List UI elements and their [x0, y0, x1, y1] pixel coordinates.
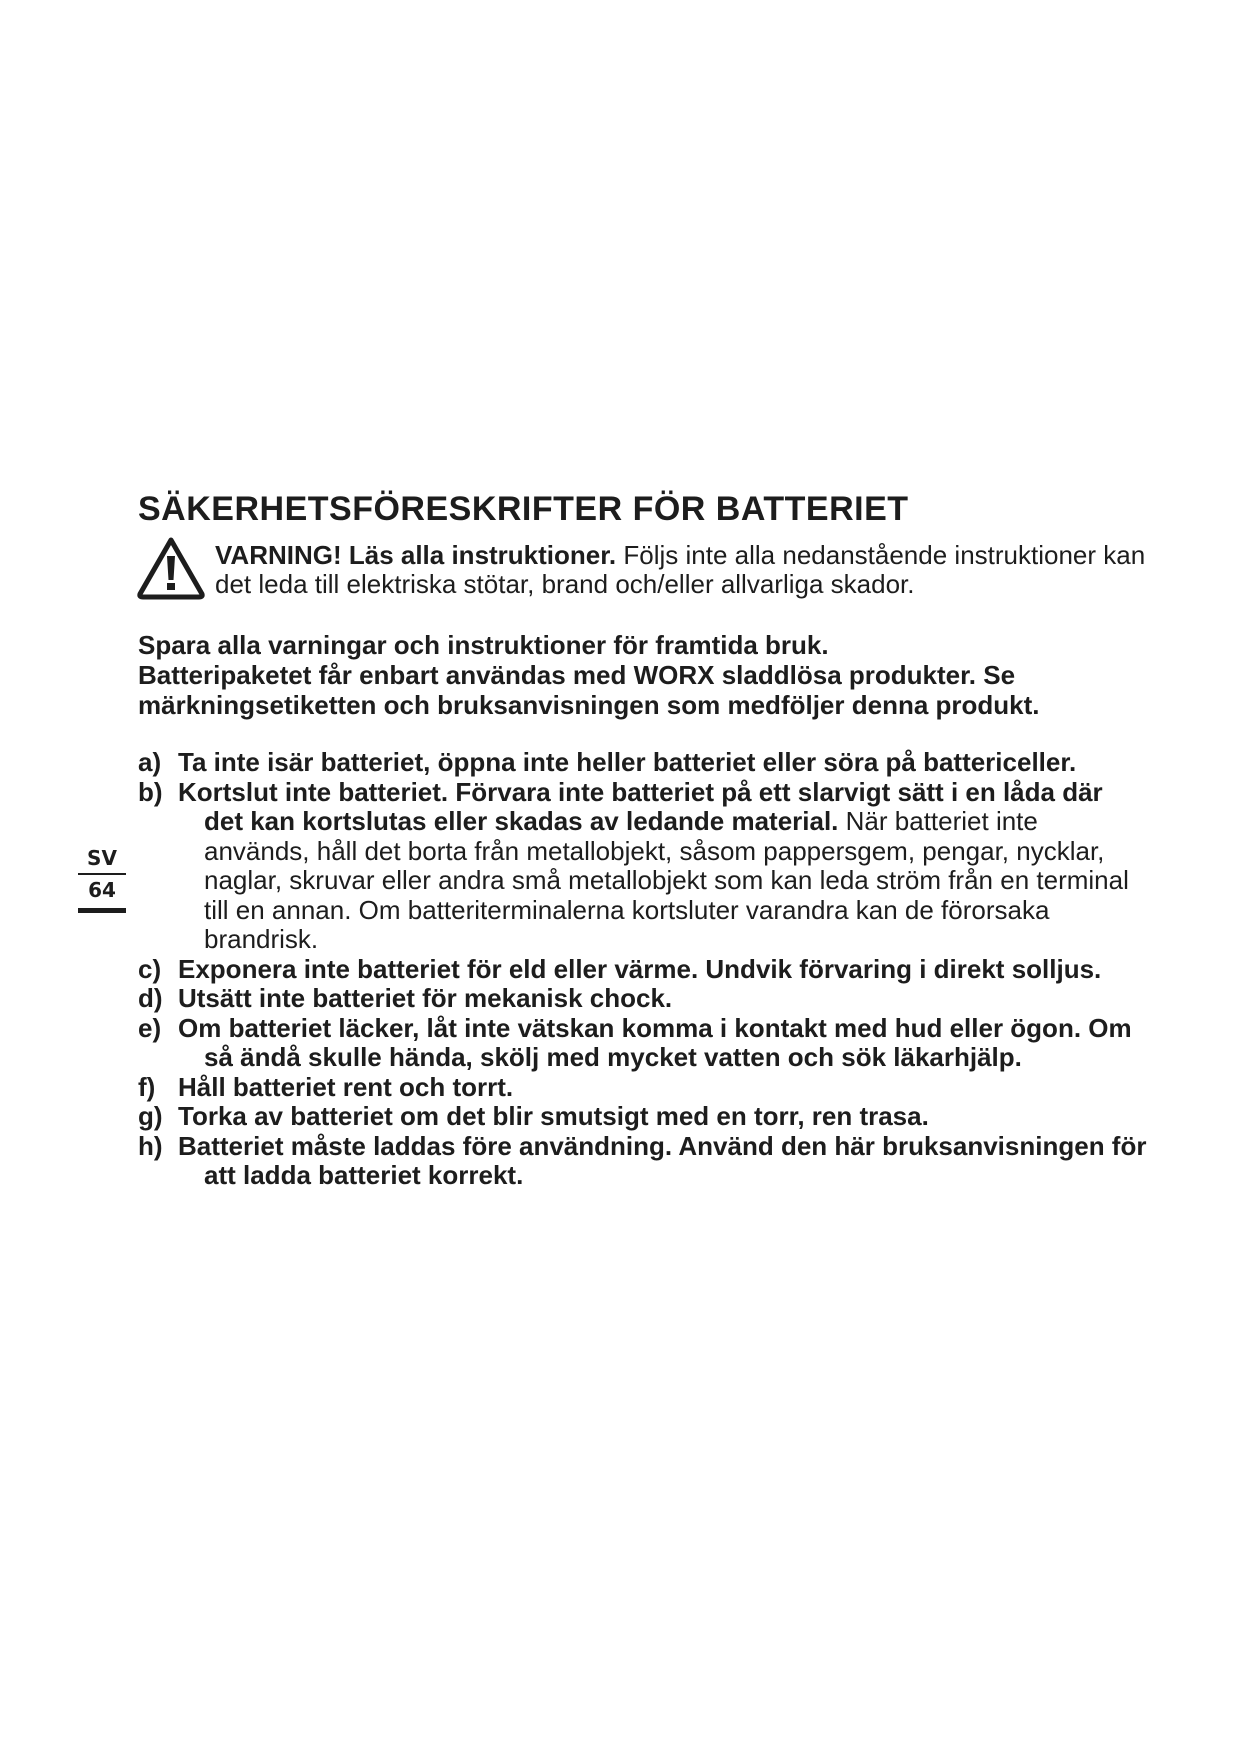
notice-line-1: Spara alla varningar och instruktioner för framtida bruk.	[138, 630, 829, 660]
warning-triangle-icon	[136, 536, 206, 600]
item-bold: Håll batteriet rent och torrt.	[178, 1071, 514, 1102]
item-bold: Ta inte isär batteriet, öppna inte heller batteriet eller söra på battericeller.	[178, 747, 1077, 777]
list-item	[138, 1073, 1148, 1103]
item-text: När batteriet inte används, håll det borta från metallobjekt, såsom pappersgem, pengar, nycklar, naglar, skruvar eller andra små metallobjekt som kan leda ström från en terminal till en annan. Om batteriterminalerna kortsluter varandra kan de förorsaka brandrisk.	[204, 806, 1129, 954]
warning-body: Följs inte alla nedanstående instruktioner kan det leda till elektriska stötar, brand och/eller allvarliga skador.	[215, 540, 1146, 599]
list-marker: g)	[138, 1101, 163, 1131]
list-marker: c)	[138, 953, 162, 984]
page-title: SÄKERHETSFÖRESKRIFTER FÖR BATTERIET	[138, 490, 909, 528]
list-item	[138, 955, 1148, 985]
list-marker: b)	[138, 776, 163, 807]
page-number: 64	[88, 878, 116, 902]
list-item	[138, 778, 1148, 955]
list-item	[138, 1014, 1148, 1073]
warning-bold: VARNING! Läs alla instruktioner.	[215, 540, 617, 570]
item-bold: Kortslut inte batteriet. Förvara inte batteriet på ett slarvigt sätt i en låda där det kan kortslutas eller skadas av ledande material.	[178, 776, 1103, 836]
language-code: SV	[78, 846, 126, 875]
list-marker: f)	[138, 1071, 156, 1102]
list-marker: e)	[138, 1012, 162, 1043]
item-bold: Om batteriet läcker, låt inte vätskan komma i kontakt med hud eller ögon. Om så ändå skulle hända, skölj med mycket vatten och sök läkarhjälp.	[178, 1012, 1132, 1072]
safety-list	[138, 748, 1148, 1191]
item-bold: Batteriet måste laddas före användning. Använd den här bruksanvisningen för att ladda batteriet korrekt.	[178, 1130, 1147, 1190]
notice-block	[138, 630, 1138, 720]
item-bold: Torka av batteriet om det blir smutsigt med en torr, ren trasa.	[178, 1101, 929, 1131]
list-marker: a)	[138, 747, 162, 777]
list-item	[138, 748, 1148, 778]
notice-line-2: Batteripaketet får enbart användas med WORX sladdlösa produkter. Se märkningsetiketten och bruksanvisningen som medföljer denna produkt.	[138, 660, 1040, 720]
list-item	[138, 984, 1148, 1014]
item-bold: Utsätt inte batteriet för mekanisk chock.	[178, 983, 673, 1013]
list-item	[138, 1132, 1148, 1191]
list-marker: h)	[138, 1130, 163, 1161]
warning-text	[215, 541, 1175, 599]
page-tab-bar	[78, 908, 126, 913]
item-bold: Exponera inte batteriet för eld eller värme. Undvik förvaring i direkt solljus.	[178, 953, 1102, 984]
list-item	[138, 1102, 1148, 1132]
list-marker: d)	[138, 983, 163, 1013]
page-tab	[78, 846, 126, 913]
